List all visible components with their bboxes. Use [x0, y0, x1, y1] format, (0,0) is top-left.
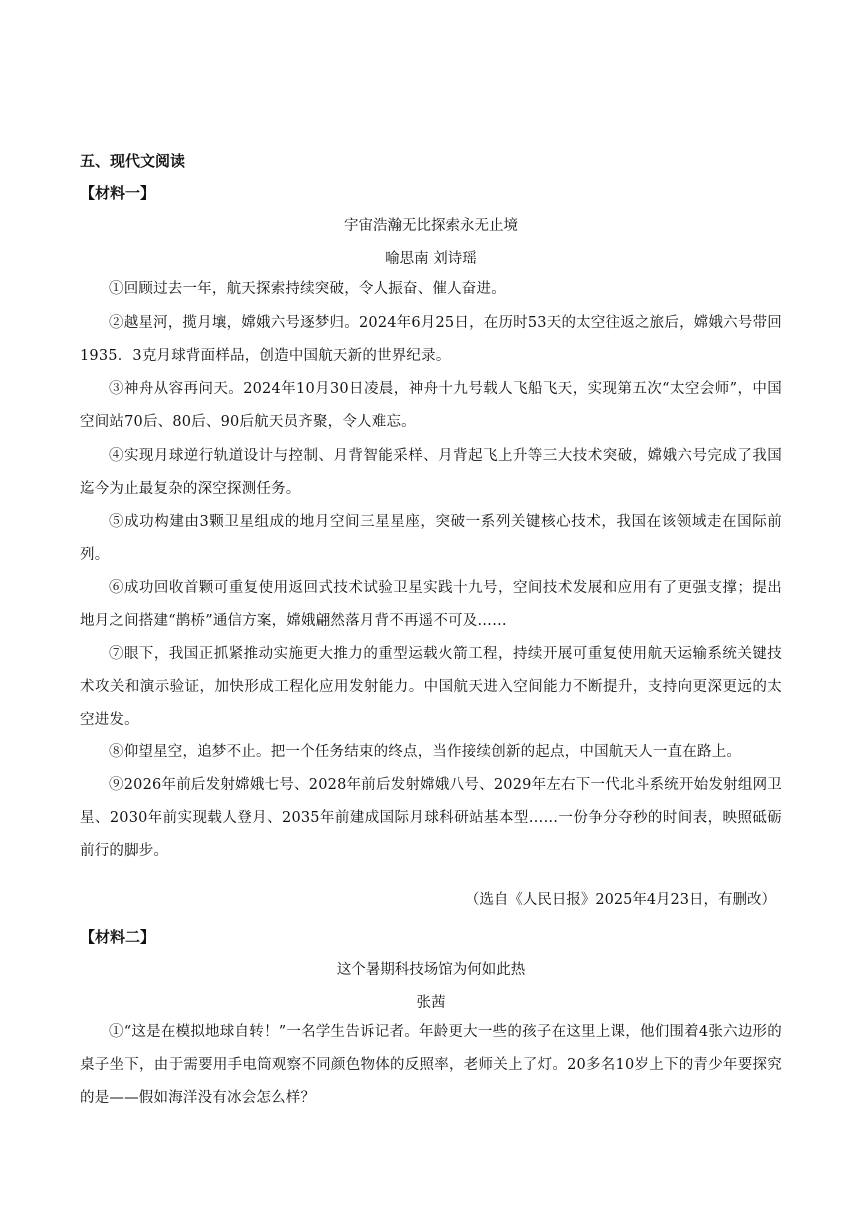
material1-paragraph-4: ④实现月球逆行轨道设计与控制、月背智能采样、月背起飞上升等三大技术突破，嫦娥六号完成了我国迄今为止最复杂的深空探测任务。 — [80, 448, 782, 497]
material1-paragraph-5: ⑤成功构建由3颗卫星组成的地月空间三星星座，突破一系列关键核心技术，我国在该领域走在国际前列。 — [80, 514, 782, 563]
material1-paragraph-3: ③神舟从容再问天。2024年10月30日凌晨，神舟十九号载人飞船飞天，实现第五次“太空会师”，中国空间站70后、80后、90后航天员齐聚，令人难忘。 — [80, 381, 782, 430]
material1-title: 宇宙浩瀚无比探索永无止境 — [344, 218, 518, 234]
material1-label: 【材料一】 — [80, 184, 156, 202]
material1-paragraph-7: ⑦眼下，我国正抓紧推动实施更大推力的重型运载火箭工程，持续开展可重复使用航天运输系统关键技术攻关和演示验证，加快形成工程化应用发射能力。中国航天进入空间能力不断提升，支持向更深更远的太空进发。 — [80, 646, 782, 728]
material1-paragraph-9: ⑨2026年前后发射嫦娥七号、2028年前后发射嫦娥八号、2029年左右下一代北斗系统开始发射组网卫星、2030年前实现载人登月、2035年前建成国际月球科研站基本型……一份争分夺秒的时间表，映照砥砺前行的脚步。 — [80, 777, 782, 859]
material1-author: 喻思南 刘诗瑶 — [385, 251, 477, 267]
material1-source: （选自《人民日报》2025年4月23日，有删改） — [464, 892, 776, 908]
material2-title: 这个暑期科技场馆为何如此热 — [336, 962, 526, 978]
material2-author: 张茜 — [416, 995, 446, 1011]
section-title: 五、现代文阅读 — [80, 152, 186, 170]
material1-paragraph-8: ⑧仰望星空，追梦不止。把一个任务结束的终点，当作接续创新的起点，中国航天人一直在路上。 — [109, 744, 742, 760]
material1-paragraph-6: ⑥成功回收首颗可重复使用返回式技术试验卫星实践十九号，空间技术发展和应用有了更强支撑；提出地月之间搭建“鹊桥”通信方案，嫦娥翩然落月背不再遥不可及…… — [80, 580, 782, 629]
material2-paragraph-1: ①“这是在模拟地球自转！”一名学生告诉记者。年龄更大一些的孩子在这里上课，他们围着4张六边形的桌子坐下，由于需要用手电筒观察不同颜色物体的反照率，老师关上了灯。20多名10岁上下的青少年要探究的是——假如海洋没有冰会怎么样？ — [80, 1024, 782, 1106]
material1-paragraph-1: ①回顾过去一年，航天探索持续突破，令人振奋、催人奋进。 — [109, 281, 506, 297]
material1-paragraph-2: ②越星河，揽月壤，嫦娥六号逐梦归。2024年6月25日，在历时53天的太空往返之旅后，嫦娥六号带回1935．3克月球背面样品，创造中国航天新的世界纪录。 — [80, 315, 782, 364]
material2-label: 【材料二】 — [80, 928, 156, 946]
